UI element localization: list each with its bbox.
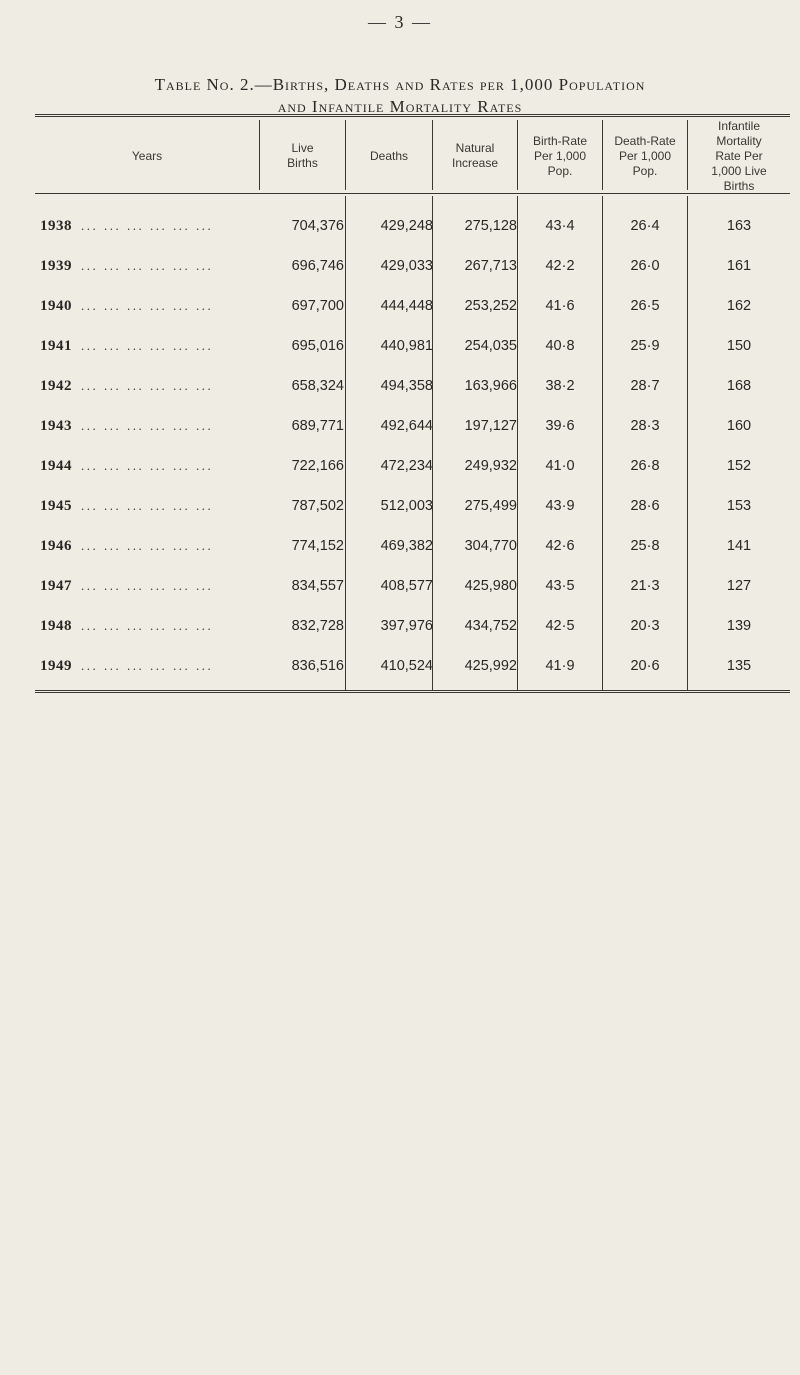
infantile-mortality-cell: 150 bbox=[726, 338, 752, 354]
infantile-mortality-cell: 135 bbox=[726, 658, 752, 674]
table-top-rule bbox=[35, 114, 790, 117]
leader-dots: ... ... ... ... ... ... bbox=[81, 218, 214, 233]
table-row bbox=[35, 286, 790, 326]
birth-rate-cell: 40·8 bbox=[545, 338, 575, 354]
live-births-cell: 695,016 bbox=[291, 338, 344, 354]
leader-dots: ... ... ... ... ... ... bbox=[81, 258, 214, 273]
natural-increase-cell: 425,992 bbox=[464, 658, 517, 674]
column-header-infantile-mortality: Infantile Mortality Rate Per 1,000 Live Births bbox=[711, 118, 767, 193]
column-header-death-rate: Death-Rate Per 1,000 Pop. bbox=[614, 133, 676, 178]
live-births-cell: 832,728 bbox=[291, 618, 344, 634]
year-cell: 1943 bbox=[40, 418, 72, 434]
table-row bbox=[35, 206, 790, 246]
infantile-mortality-cell: 163 bbox=[726, 218, 752, 234]
table-row bbox=[35, 526, 790, 566]
table-title-line-1: Table No. 2.—Births, Deaths and Rates per 1,000 Population bbox=[154, 75, 646, 94]
header-bottom-rule bbox=[35, 193, 790, 194]
leader-dots: ... ... ... ... ... ... bbox=[81, 418, 214, 433]
table-row bbox=[35, 366, 790, 406]
death-rate-cell: 28·3 bbox=[630, 418, 660, 434]
year-cell: 1941 bbox=[40, 338, 72, 354]
birth-rate-cell: 42·6 bbox=[545, 538, 575, 554]
death-rate-cell: 28·6 bbox=[630, 498, 660, 514]
birth-rate-cell: 42·2 bbox=[545, 258, 575, 274]
leader-dots: ... ... ... ... ... ... bbox=[81, 378, 214, 393]
infantile-mortality-cell: 162 bbox=[726, 298, 752, 314]
table-bottom-rule bbox=[35, 690, 790, 693]
table-row bbox=[35, 486, 790, 526]
natural-increase-cell: 434,752 bbox=[464, 618, 517, 634]
column-header-years: Years bbox=[131, 148, 163, 163]
birth-rate-cell: 41·9 bbox=[545, 658, 575, 674]
natural-increase-cell: 163,966 bbox=[464, 378, 517, 394]
year-cell: 1942 bbox=[40, 378, 72, 394]
death-rate-cell: 20·6 bbox=[630, 658, 660, 674]
natural-increase-cell: 254,035 bbox=[464, 338, 517, 354]
column-header-deaths: Deaths bbox=[369, 148, 409, 163]
deaths-cell: 444,448 bbox=[380, 298, 433, 314]
table-row bbox=[35, 446, 790, 486]
natural-increase-cell: 275,499 bbox=[464, 498, 517, 514]
year-cell: 1948 bbox=[40, 618, 72, 634]
leader-dots: ... ... ... ... ... ... bbox=[81, 538, 214, 553]
table-title-line-2: and Infantile Mortality Rates bbox=[277, 97, 523, 116]
natural-increase-cell: 197,127 bbox=[464, 418, 517, 434]
year-cell: 1945 bbox=[40, 498, 72, 514]
table-row bbox=[35, 406, 790, 446]
death-rate-cell: 28·7 bbox=[630, 378, 660, 394]
column-header-natural-increase: Natural Increase bbox=[451, 141, 499, 170]
leader-dots: ... ... ... ... ... ... bbox=[81, 458, 214, 473]
live-births-cell: 696,746 bbox=[291, 258, 344, 274]
table-row bbox=[35, 566, 790, 606]
deaths-cell: 397,976 bbox=[380, 618, 433, 634]
year-cell: 1944 bbox=[40, 458, 72, 474]
birth-rate-cell: 38·2 bbox=[545, 378, 575, 394]
death-rate-cell: 26·4 bbox=[630, 218, 660, 234]
live-births-cell: 787,502 bbox=[291, 498, 344, 514]
infantile-mortality-cell: 153 bbox=[726, 498, 752, 514]
page-number: — 3 — bbox=[368, 12, 432, 32]
leader-dots: ... ... ... ... ... ... bbox=[81, 578, 214, 593]
deaths-cell: 492,644 bbox=[380, 418, 433, 434]
leader-dots: ... ... ... ... ... ... bbox=[81, 498, 214, 513]
leader-dots: ... ... ... ... ... ... bbox=[81, 338, 214, 353]
death-rate-cell: 25·9 bbox=[630, 338, 660, 354]
birth-rate-cell: 41·0 bbox=[545, 458, 575, 474]
death-rate-cell: 26·8 bbox=[630, 458, 660, 474]
live-births-cell: 722,166 bbox=[291, 458, 344, 474]
natural-increase-cell: 253,252 bbox=[464, 298, 517, 314]
deaths-cell: 472,234 bbox=[380, 458, 433, 474]
column-header-birth-rate: Birth-Rate Per 1,000 Pop. bbox=[532, 133, 588, 178]
birth-rate-cell: 43·9 bbox=[545, 498, 575, 514]
table-row bbox=[35, 646, 790, 686]
infantile-mortality-cell: 139 bbox=[726, 618, 752, 634]
year-cell: 1938 bbox=[40, 218, 72, 234]
death-rate-cell: 26·0 bbox=[630, 258, 660, 274]
infantile-mortality-cell: 161 bbox=[726, 258, 752, 274]
death-rate-cell: 21·3 bbox=[630, 578, 660, 594]
birth-rate-cell: 41·6 bbox=[545, 298, 575, 314]
column-header-live-births: Live Births bbox=[287, 141, 318, 170]
leader-dots: ... ... ... ... ... ... bbox=[81, 298, 214, 313]
birth-rate-cell: 39·6 bbox=[545, 418, 575, 434]
deaths-cell: 469,382 bbox=[380, 538, 433, 554]
year-cell: 1949 bbox=[40, 658, 72, 674]
live-births-cell: 774,152 bbox=[291, 538, 344, 554]
infantile-mortality-cell: 152 bbox=[726, 458, 752, 474]
table-row bbox=[35, 606, 790, 646]
table-title bbox=[0, 74, 800, 118]
year-cell: 1940 bbox=[40, 298, 72, 314]
infantile-mortality-cell: 141 bbox=[726, 538, 752, 554]
natural-increase-cell: 425,980 bbox=[464, 578, 517, 594]
live-births-cell: 836,516 bbox=[291, 658, 344, 674]
live-births-cell: 697,700 bbox=[291, 298, 344, 314]
table-row bbox=[35, 326, 790, 366]
deaths-cell: 410,524 bbox=[380, 658, 433, 674]
natural-increase-cell: 275,128 bbox=[464, 218, 517, 234]
birth-rate-cell: 42·5 bbox=[545, 618, 575, 634]
natural-increase-cell: 249,932 bbox=[464, 458, 517, 474]
infantile-mortality-cell: 127 bbox=[726, 578, 752, 594]
deaths-cell: 429,248 bbox=[380, 218, 433, 234]
year-cell: 1939 bbox=[40, 258, 72, 274]
live-births-cell: 658,324 bbox=[291, 378, 344, 394]
deaths-cell: 440,981 bbox=[380, 338, 433, 354]
year-cell: 1947 bbox=[40, 578, 72, 594]
birth-rate-cell: 43·4 bbox=[545, 218, 575, 234]
infantile-mortality-cell: 168 bbox=[726, 378, 752, 394]
leader-dots: ... ... ... ... ... ... bbox=[81, 618, 214, 633]
death-rate-cell: 20·3 bbox=[630, 618, 660, 634]
deaths-cell: 408,577 bbox=[380, 578, 433, 594]
leader-dots: ... ... ... ... ... ... bbox=[81, 658, 214, 673]
infantile-mortality-cell: 160 bbox=[726, 418, 752, 434]
natural-increase-cell: 304,770 bbox=[464, 538, 517, 554]
live-births-cell: 689,771 bbox=[291, 418, 344, 434]
death-rate-cell: 25·8 bbox=[630, 538, 660, 554]
death-rate-cell: 26·5 bbox=[630, 298, 660, 314]
table-row bbox=[35, 246, 790, 286]
deaths-cell: 512,003 bbox=[380, 498, 433, 514]
live-births-cell: 704,376 bbox=[291, 218, 344, 234]
year-cell: 1946 bbox=[40, 538, 72, 554]
deaths-cell: 429,033 bbox=[380, 258, 433, 274]
natural-increase-cell: 267,713 bbox=[464, 258, 517, 274]
live-births-cell: 834,557 bbox=[291, 578, 344, 594]
deaths-cell: 494,358 bbox=[380, 378, 433, 394]
birth-rate-cell: 43·5 bbox=[545, 578, 575, 594]
